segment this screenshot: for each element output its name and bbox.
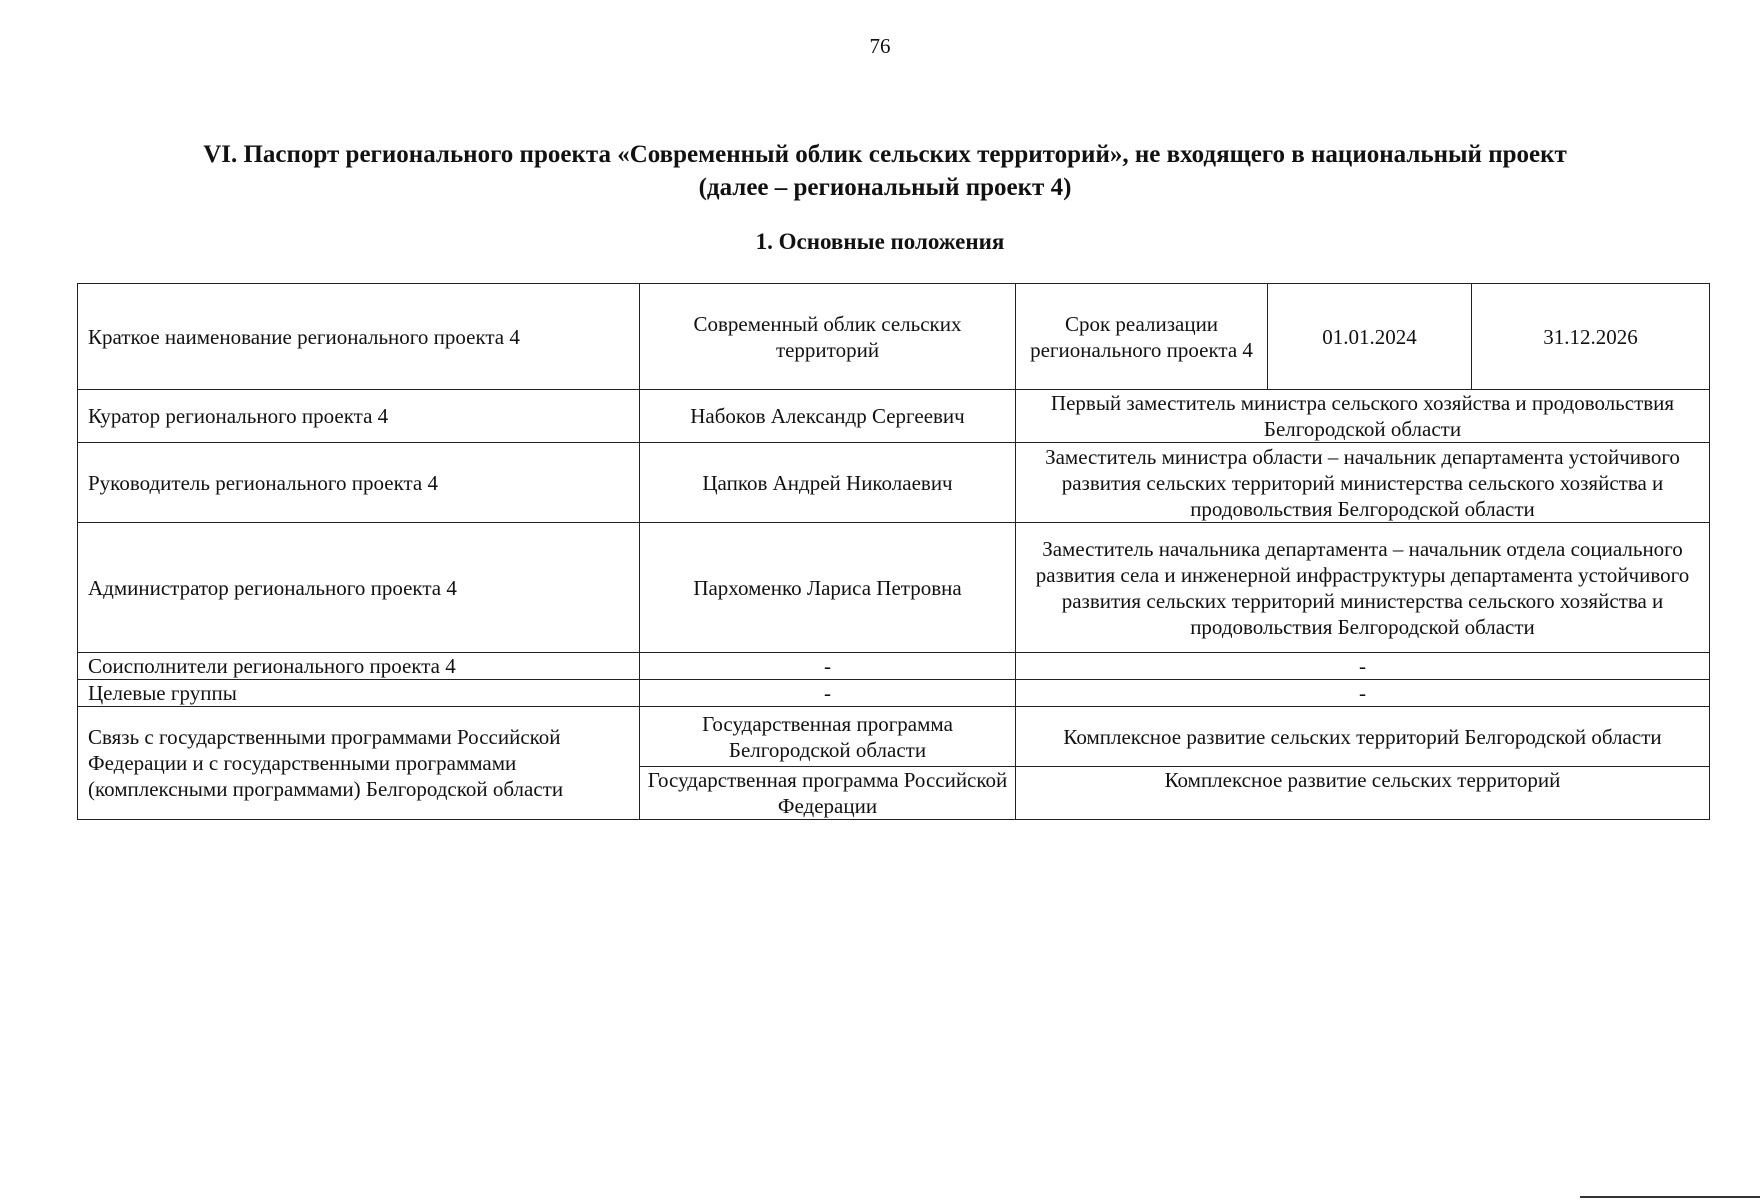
project-passport-table — [77, 283, 1710, 820]
head-position: Заместитель министра области – начальник департамента устойчивого развития сельских территорий министерства сельского хозяйства и продовольствия Белгородской области — [1016, 443, 1710, 523]
table-row-head — [78, 443, 1710, 523]
table-row-short-name — [78, 284, 1710, 390]
federal-program-name: Комплексное развитие сельских территорий — [1016, 767, 1710, 820]
target-groups-position: - — [1016, 680, 1710, 707]
federal-program-type: Государственная программа Российской Федерации — [640, 767, 1016, 820]
regional-program-type: Государственная программа Белгородской области — [640, 707, 1016, 767]
short-name-value: Современный облик сельских территорий — [640, 284, 1016, 390]
document-title-line-2: (далее – региональный проект 4) — [698, 174, 1072, 201]
curator-label: Куратор регионального проекта 4 — [78, 390, 640, 443]
document-title-line-1: VI. Паспорт регионального проекта «Современный облик сельских территорий», не входящего в национальный проект — [203, 141, 1567, 168]
head-label: Руководитель регионального проекта 4 — [78, 443, 640, 523]
administrator-name: Пархоменко Лариса Петровна — [640, 523, 1016, 653]
target-groups-name: - — [640, 680, 1016, 707]
regional-program-name: Комплексное развитие сельских территорий Белгородской области — [1016, 707, 1710, 767]
table-row-co-executors — [78, 653, 1710, 680]
curator-position: Первый заместитель министра сельского хозяйства и продовольствия Белгородской области — [1016, 390, 1710, 443]
table-row-curator — [78, 390, 1710, 443]
administrator-position: Заместитель начальника департамента – начальник отдела социального развития села и инженерной инфраструктуры департамента устойчивого развития сельских территорий министерства сельского хозяйства и продовольствия Белгородской области — [1016, 523, 1710, 653]
table-row-administrator — [78, 523, 1710, 653]
period-label: Срок реализации регионального проекта 4 — [1016, 284, 1268, 390]
end-date: 31.12.2026 — [1472, 284, 1710, 390]
document-title — [80, 138, 1690, 204]
co-executors-name: - — [640, 653, 1016, 680]
short-name-label: Краткое наименование регионального проекта 4 — [78, 284, 640, 390]
page-number: 76 — [869, 34, 891, 58]
start-date: 01.01.2024 — [1268, 284, 1472, 390]
head-name: Цапков Андрей Николаевич — [640, 443, 1016, 523]
table-row-target-groups — [78, 680, 1710, 707]
curator-name: Набоков Александр Сергеевич — [640, 390, 1016, 443]
co-executors-position: - — [1016, 653, 1710, 680]
administrator-label: Администратор регионального проекта 4 — [78, 523, 640, 653]
page-edge-line — [1580, 1196, 1760, 1198]
programs-label: Связь с государственными программами Российской Федерации и с государственными программами (комплексными программами) Белгородской области — [78, 707, 640, 820]
co-executors-label: Соисполнители регионального проекта 4 — [78, 653, 640, 680]
table-row-programs-regional — [78, 707, 1710, 767]
target-groups-label: Целевые группы — [78, 680, 640, 707]
section-title: 1. Основные положения — [755, 229, 1005, 254]
